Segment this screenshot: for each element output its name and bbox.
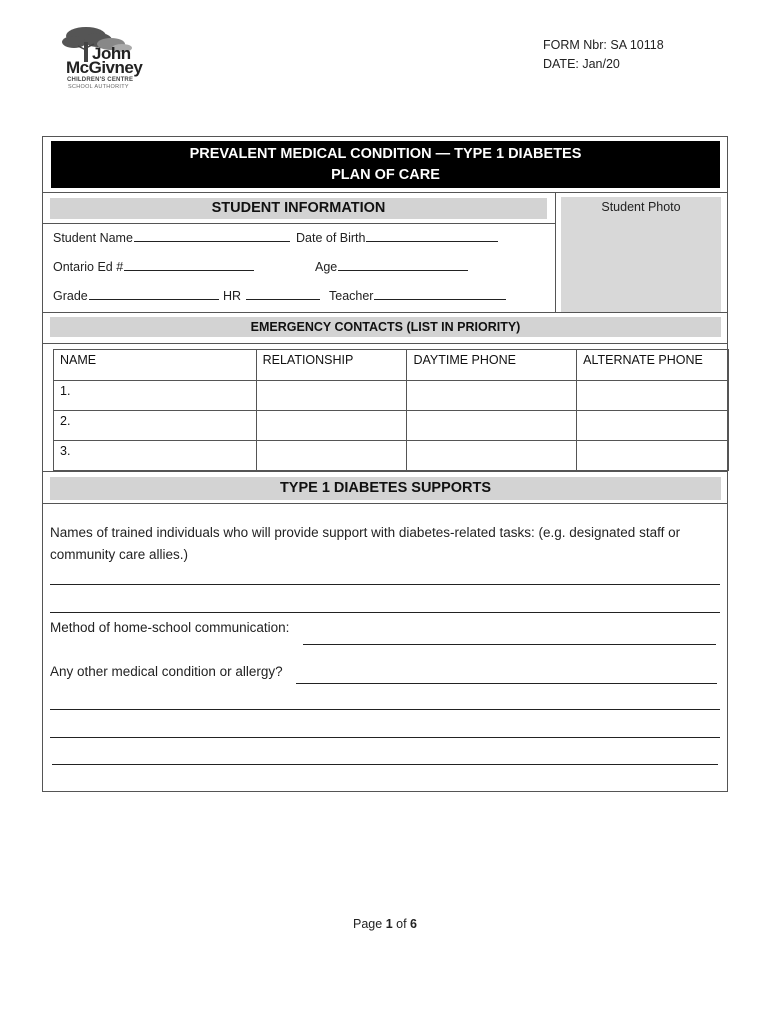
page-number xyxy=(0,917,770,931)
logo-text-john: John xyxy=(92,44,131,63)
other-condition-line-2[interactable] xyxy=(50,709,720,710)
communication-line[interactable] xyxy=(303,644,716,645)
teacher-label: Teacher xyxy=(329,289,374,303)
column-header-name: NAME xyxy=(54,350,257,381)
form-date: DATE: Jan/20 xyxy=(543,57,620,71)
contact-relationship-cell[interactable] xyxy=(256,441,407,471)
table-row xyxy=(54,381,729,411)
student-photo-label: Student Photo xyxy=(601,200,681,214)
hr-field[interactable] xyxy=(223,289,320,303)
age-field[interactable] xyxy=(315,260,468,274)
teacher-line[interactable] xyxy=(374,298,506,300)
column-header-relationship: RELATIONSHIP xyxy=(256,350,407,381)
logo-text-authority: SCHOOL AUTHORITY xyxy=(68,84,129,90)
age-label: Age xyxy=(315,260,338,274)
table-row xyxy=(54,411,729,441)
contact-relationship-cell[interactable] xyxy=(256,411,407,441)
student-name-field[interactable] xyxy=(53,231,290,245)
emergency-contacts-table xyxy=(53,349,729,471)
trained-individuals-line-2[interactable] xyxy=(50,612,720,613)
contact-name-cell[interactable]: 3. xyxy=(54,441,257,471)
contact-alternate-phone-cell[interactable] xyxy=(577,381,729,411)
divider xyxy=(42,312,728,313)
contact-alternate-phone-cell[interactable] xyxy=(577,411,729,441)
student-photo-box[interactable] xyxy=(561,197,721,312)
logo-text-centre: CHILDREN'S CENTRE xyxy=(67,77,134,83)
page-of: of xyxy=(396,917,407,931)
trained-individuals-line-1[interactable] xyxy=(50,584,720,585)
other-condition-prompt: Any other medical condition or allergy? xyxy=(50,664,283,679)
divider xyxy=(42,471,728,472)
table-row xyxy=(54,441,729,471)
contact-daytime-phone-cell[interactable] xyxy=(407,381,577,411)
other-condition-line-1[interactable] xyxy=(296,683,717,684)
logo-text-mcgivney: McGivney xyxy=(66,58,143,77)
other-condition-line-4[interactable] xyxy=(52,764,718,765)
contact-daytime-phone-cell[interactable] xyxy=(407,441,577,471)
table-header-row xyxy=(54,350,729,381)
page-prefix: Page xyxy=(353,917,383,931)
communication-prompt: Method of home-school communication: xyxy=(50,620,290,635)
divider xyxy=(42,192,728,193)
grade-line[interactable] xyxy=(89,298,219,300)
other-condition-line-3[interactable] xyxy=(50,737,720,738)
ontario-ed-line[interactable] xyxy=(124,269,254,271)
ontario-ed-label: Ontario Ed # xyxy=(53,260,124,274)
column-header-daytime-phone: DAYTIME PHONE xyxy=(407,350,577,381)
hr-label: HR xyxy=(223,289,242,303)
column-header-alternate-phone: ALTERNATE PHONE xyxy=(577,350,729,381)
form-title-bar xyxy=(51,141,720,188)
student-info-heading: STUDENT INFORMATION xyxy=(50,198,547,219)
divider xyxy=(555,192,556,312)
page-current: 1 xyxy=(385,917,393,931)
divider xyxy=(42,503,728,504)
form-subtitle: PLAN OF CARE xyxy=(331,167,440,183)
diabetes-supports-heading: TYPE 1 DIABETES SUPPORTS xyxy=(50,477,721,500)
page-total: 6 xyxy=(410,917,417,931)
contact-relationship-cell[interactable] xyxy=(256,381,407,411)
contact-name-cell[interactable]: 1. xyxy=(54,381,257,411)
date-of-birth-label: Date of Birth xyxy=(296,231,366,245)
school-logo xyxy=(56,22,148,92)
form-title: PREVALENT MEDICAL CONDITION — TYPE 1 DIABETES xyxy=(189,146,582,162)
form-number: FORM Nbr: SA 10118 xyxy=(543,38,664,52)
divider xyxy=(42,343,728,344)
trained-individuals-prompt: Names of trained individuals who will provide support with diabetes-related tasks: (e.g. designated staff or community care allies.) xyxy=(50,525,681,562)
contact-alternate-phone-cell[interactable] xyxy=(577,441,729,471)
hr-line[interactable] xyxy=(246,298,320,300)
student-name-line[interactable] xyxy=(134,240,290,242)
date-of-birth-field[interactable] xyxy=(296,231,498,245)
teacher-field[interactable] xyxy=(329,289,506,303)
emergency-contacts-heading: EMERGENCY CONTACTS (LIST IN PRIORITY) xyxy=(50,317,721,337)
divider xyxy=(42,223,555,224)
date-of-birth-line[interactable] xyxy=(366,240,498,242)
grade-field[interactable] xyxy=(53,289,219,303)
contact-name-cell[interactable]: 2. xyxy=(54,411,257,441)
student-name-label: Student Name xyxy=(53,231,133,245)
age-line[interactable] xyxy=(338,269,468,271)
contact-daytime-phone-cell[interactable] xyxy=(407,411,577,441)
grade-label: Grade xyxy=(53,289,88,303)
ontario-ed-field[interactable] xyxy=(53,260,254,274)
